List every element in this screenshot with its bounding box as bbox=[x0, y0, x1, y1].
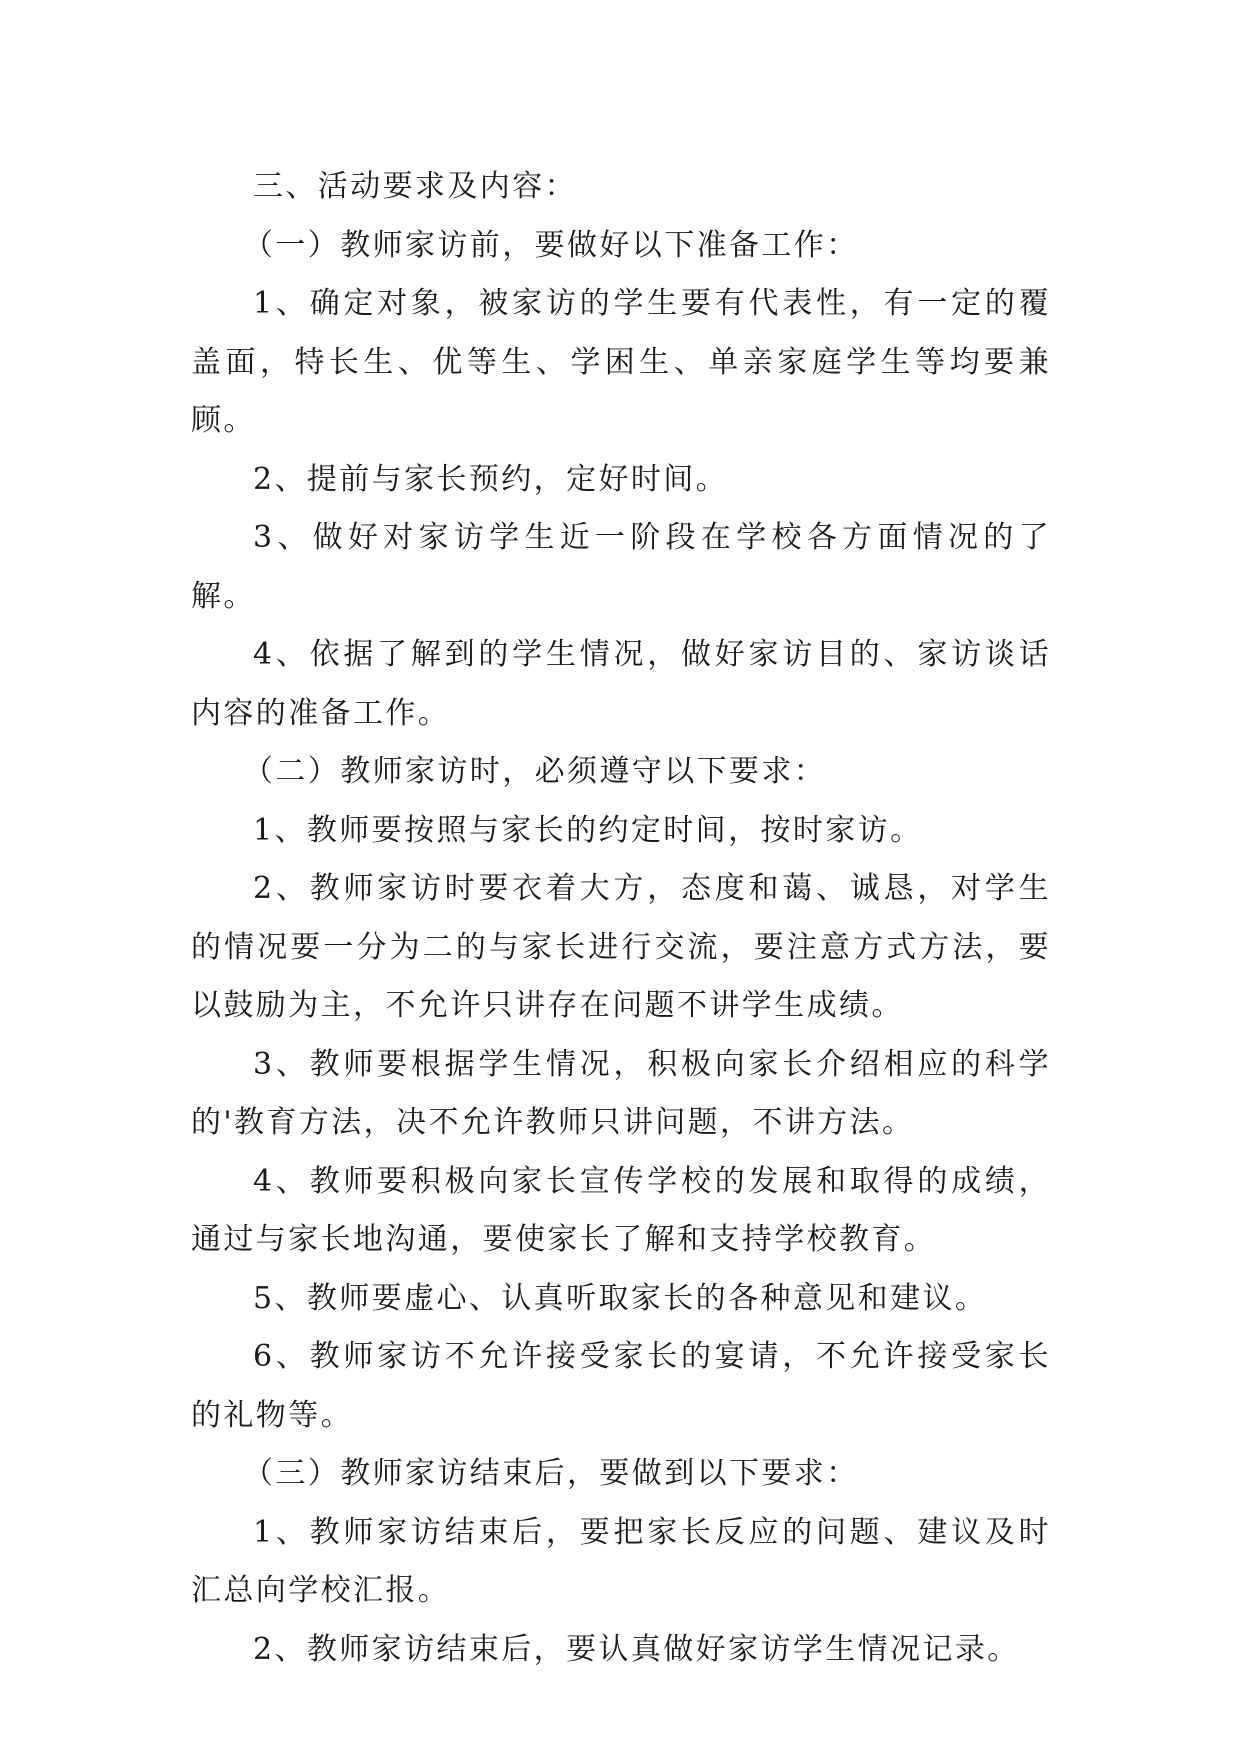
section-heading: 三、活动要求及内容： bbox=[253, 169, 577, 204]
subsection-heading: （一）教师家访前，要做好以下准备工作： bbox=[243, 227, 859, 263]
list-item: 2、教师家访时要衣着大方，态度和蔼、诚恳，对学生的情况要一分为二的与家长进行交流，要注意方式方法，要以鼓励为主，不允许只讲存在问题不讲学生成绩。 bbox=[191, 871, 1051, 1023]
list-item: 1、教师家访结束后，要把家长反应的问题、建议及时汇总向学校汇报。 bbox=[191, 1514, 1051, 1608]
list-item: 4、教师要积极向家长宣传学校的发展和取得的成绩，通过与家长地沟通，要使家长了解和支持学校教育。 bbox=[191, 1163, 1051, 1257]
document-body bbox=[191, 158, 1051, 1679]
list-item: 4、依据了解到的学生情况，做好家访目的、家访谈话内容的准备工作。 bbox=[191, 637, 1051, 731]
list-item: 2、教师家访结束后，要认真做好家访学生情况记录。 bbox=[253, 1631, 1020, 1667]
list-item: 3、做好对家访学生近一阶段在学校各方面情况的了解。 bbox=[191, 520, 1051, 614]
list-item: 3、教师要根据学生情况，积极向家长介绍相应的科学的'教育方法，决不允许教师只讲问题，不讲方法。 bbox=[191, 1046, 1051, 1140]
list-item: 1、教师要按照与家长的约定时间，按时家访。 bbox=[253, 812, 923, 848]
subsection-heading: （三）教师家访结束后，要做到以下要求： bbox=[243, 1456, 859, 1491]
subsection-heading: （二）教师家访时，必须遵守以下要求： bbox=[243, 754, 827, 789]
list-item: 5、教师要虚心、认真听取家长的各种意见和建议。 bbox=[253, 1280, 988, 1316]
list-item: 6、教师家访不允许接受家长的宴请，不允许接受家长的礼物等。 bbox=[191, 1339, 1051, 1433]
list-item: 1、确定对象，被家访的学生要有代表性，有一定的覆盖面，特长生、优等生、学困生、单亲家庭学生等均要兼顾。 bbox=[191, 286, 1051, 438]
list-item: 2、提前与家长预约，定好时间。 bbox=[253, 461, 729, 497]
